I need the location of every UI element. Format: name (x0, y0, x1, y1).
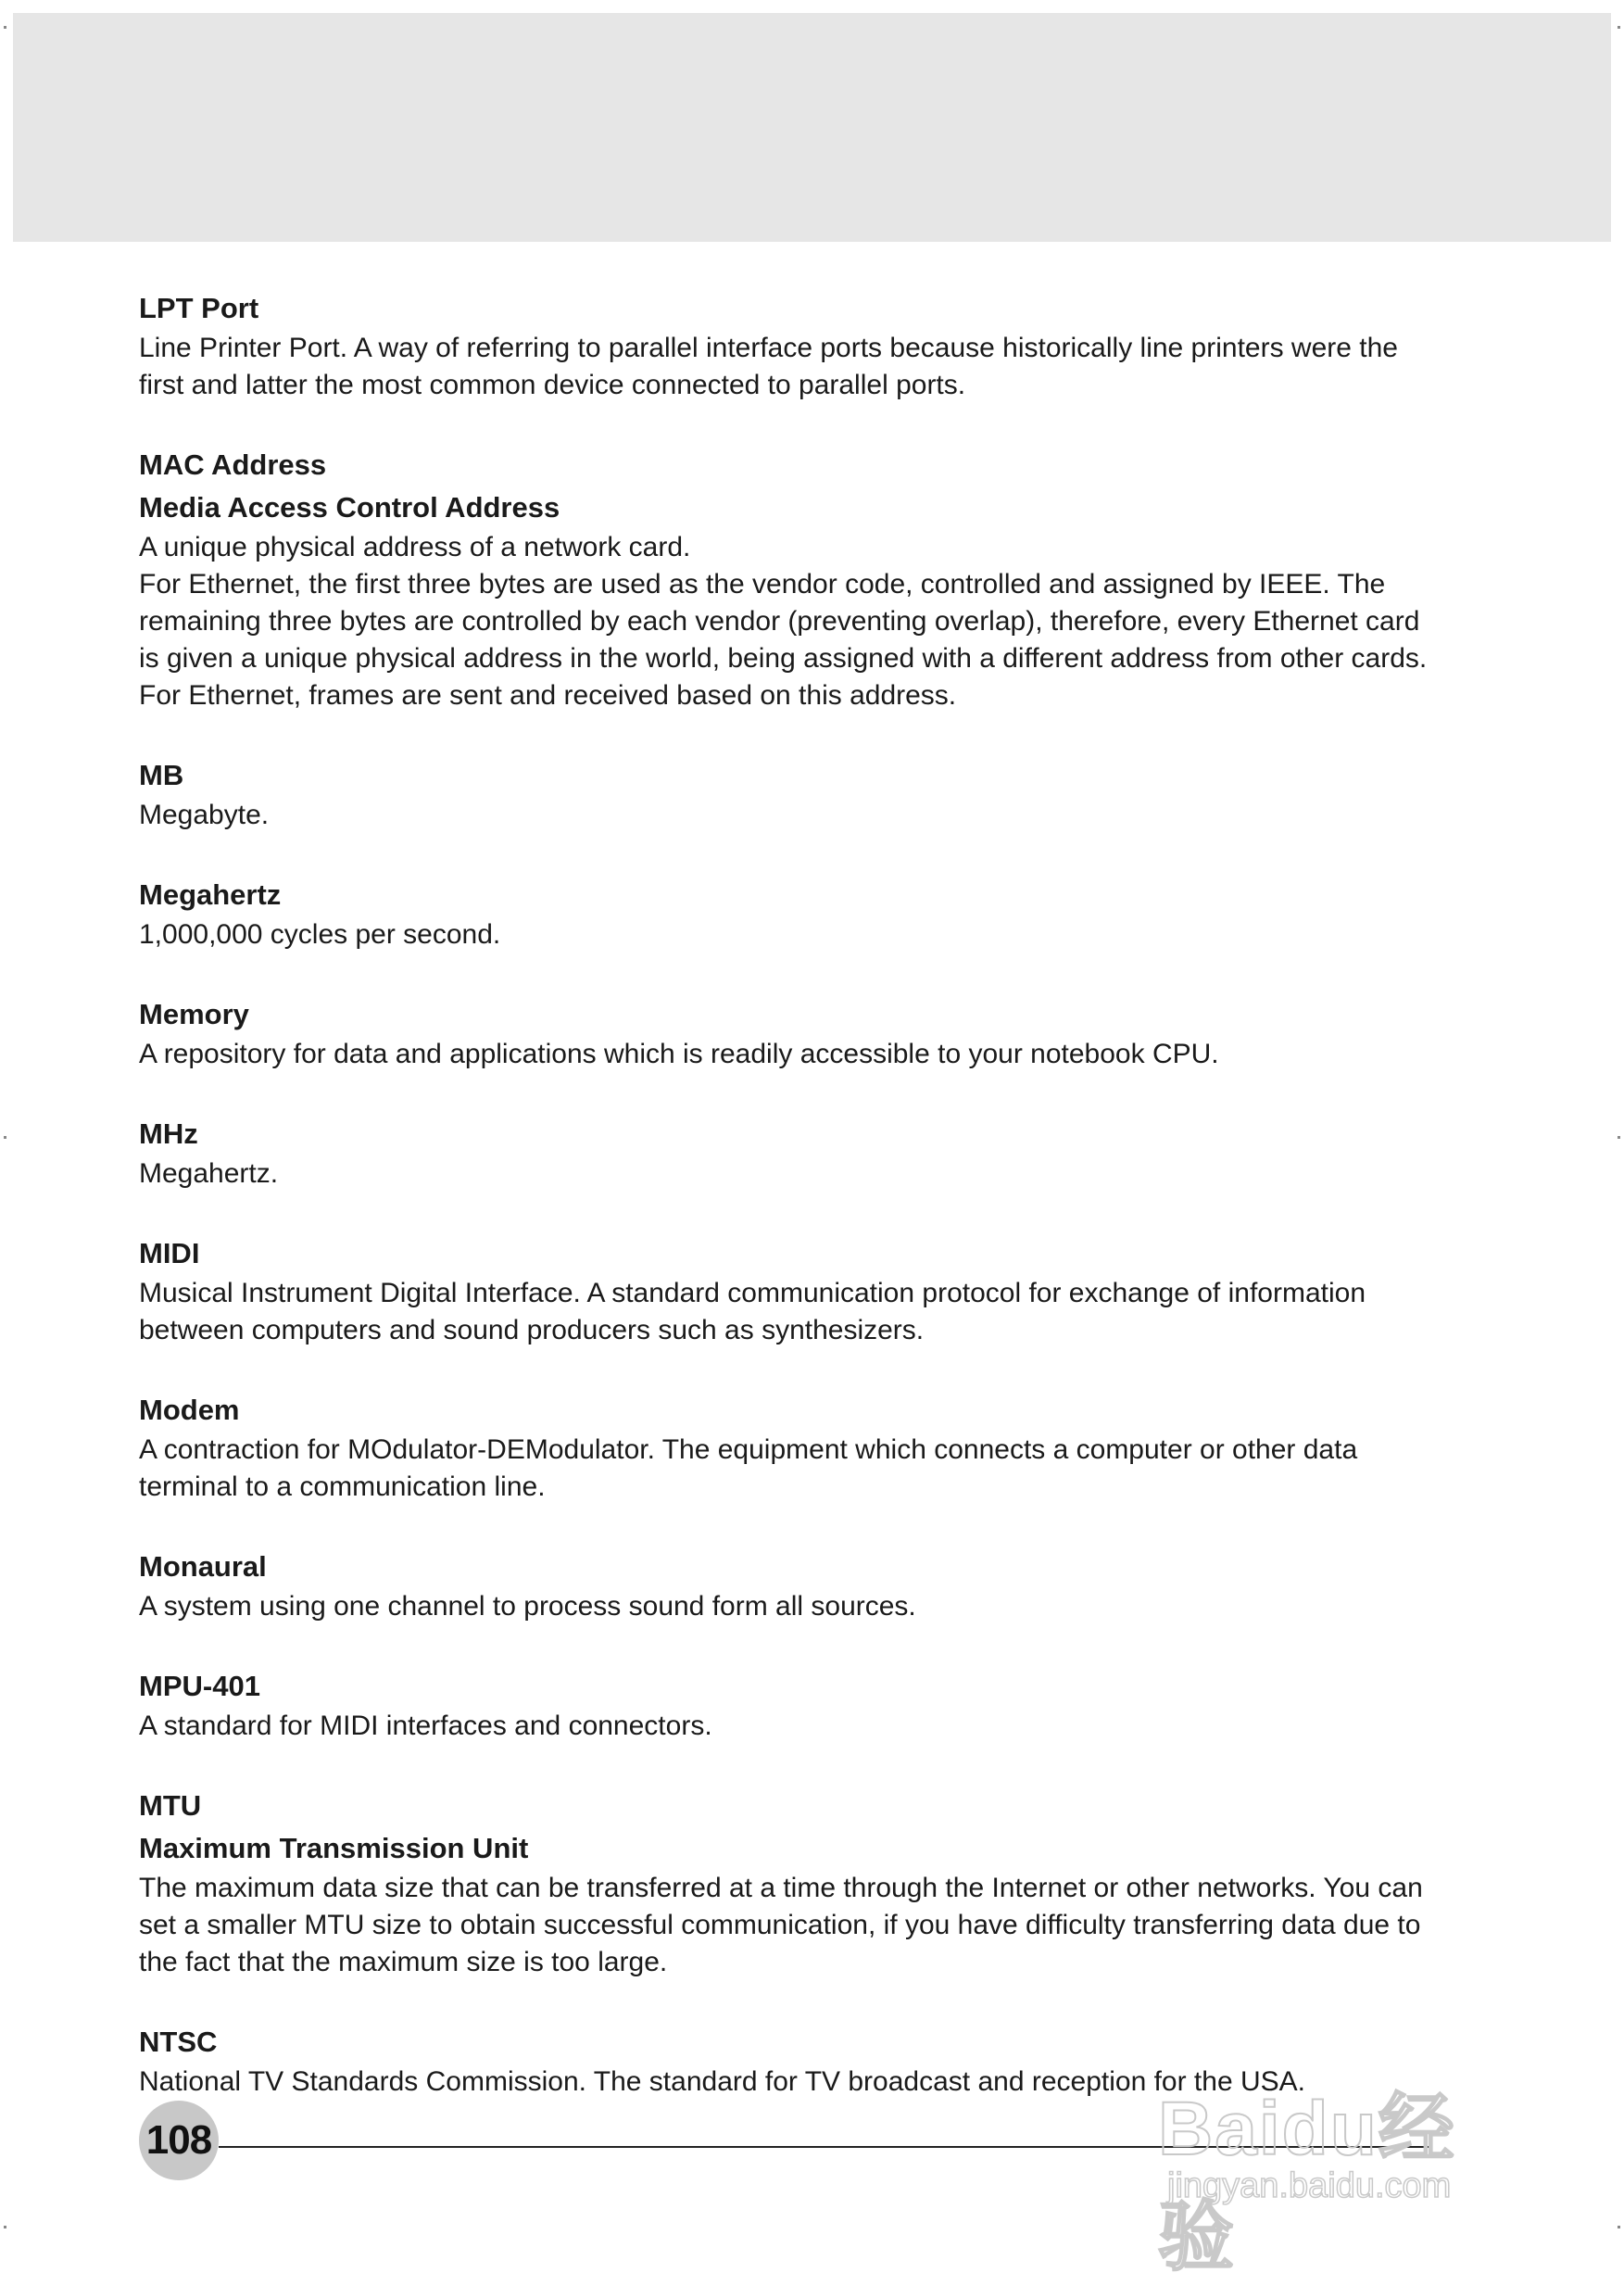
definition: The maximum data size that can be transferred at a time through the Internet or other networks. You can set a smaller MTU size to obtain successful communication, if you have difficulty transferring data due to the fact that the maximum size is too large. (139, 1873, 1423, 1977)
crop-mark (1618, 26, 1620, 29)
glossary-content (139, 287, 1436, 2140)
header-band (13, 13, 1611, 242)
glossary-entry-mhz (139, 1113, 1436, 1193)
definition: For Ethernet, the first three bytes are used as the vendor code, controlled and assigned by IEEE. The remaining three bytes are controlled by each vendor (preventing overlap), therefore, every Ethernet card is given a unique physical address in the world, being assigned with a different address from other cards. For Ethernet, frames are sent and received based on this address. (139, 569, 1428, 711)
page-number-badge (139, 2101, 219, 2180)
glossary-entry-mtu (139, 1785, 1436, 1981)
definition: Musical Instrument Digital Interface. A standard communication protocol for exchange of information between computers and sound producers such as synthesizers. (139, 1278, 1366, 1345)
glossary-entry-memory (139, 993, 1436, 1073)
definition: A standard for MIDI interfaces and connectors. (139, 1711, 712, 1741)
glossary-entry-megahertz (139, 874, 1436, 953)
definition: A repository for data and applications which is readily accessible to your notebook CPU. (139, 1039, 1219, 1069)
term: Monaural (139, 1550, 267, 1583)
subterm: Media Access Control Address (139, 491, 560, 524)
definition: A system using one channel to process sound form all sources. (139, 1591, 916, 1622)
term: Megahertz (139, 878, 282, 911)
term: MB (139, 759, 184, 791)
glossary-entry-mac-address (139, 444, 1436, 714)
term: MHz (139, 1117, 198, 1150)
definition: 1,000,000 cycles per second. (139, 919, 501, 950)
glossary-entry-lpt-port (139, 287, 1436, 404)
crop-mark (1618, 2226, 1620, 2228)
glossary-entry-modem (139, 1389, 1436, 1506)
term: MTU (139, 1789, 202, 1822)
definition: Line Printer Port. A way of referring to parallel interface ports because historically line printers were the first and latter the most common device connected to parallel ports. (139, 333, 1398, 400)
term: MAC Address (139, 448, 327, 481)
crop-mark (4, 26, 6, 29)
watermark-logo: Baidu经验 (1158, 2087, 1456, 2279)
definition: National TV Standards Commission. The standard for TV broadcast and reception for the USA. (139, 2066, 1305, 2097)
watermark-url: jingyan.baidu.com (1167, 2166, 1452, 2205)
definition: Megabyte. (139, 800, 270, 830)
term: MIDI (139, 1237, 200, 1269)
term: MPU-401 (139, 1670, 260, 1702)
term: LPT Port (139, 292, 259, 324)
crop-mark (1618, 1136, 1620, 1139)
crop-mark (4, 1136, 6, 1139)
glossary-entry-mpu-401 (139, 1665, 1436, 1745)
glossary-entry-midi (139, 1232, 1436, 1349)
page-number: 108 (145, 2117, 212, 2163)
glossary-entry-monaural (139, 1546, 1436, 1625)
definition: Megahertz. (139, 1158, 279, 1189)
definition: A unique physical address of a network card. (139, 532, 691, 562)
watermark (1158, 2068, 1529, 2279)
glossary-entry-mb (139, 754, 1436, 834)
crop-mark (4, 2226, 6, 2228)
term: Memory (139, 998, 249, 1030)
term: NTSC (139, 2026, 218, 2058)
subterm: Maximum Transmission Unit (139, 1832, 529, 1864)
definition: A contraction for MOdulator-DEModulator. The equipment which connects a computer or other data terminal to a communication line. (139, 1434, 1358, 1502)
term: Modem (139, 1394, 240, 1426)
